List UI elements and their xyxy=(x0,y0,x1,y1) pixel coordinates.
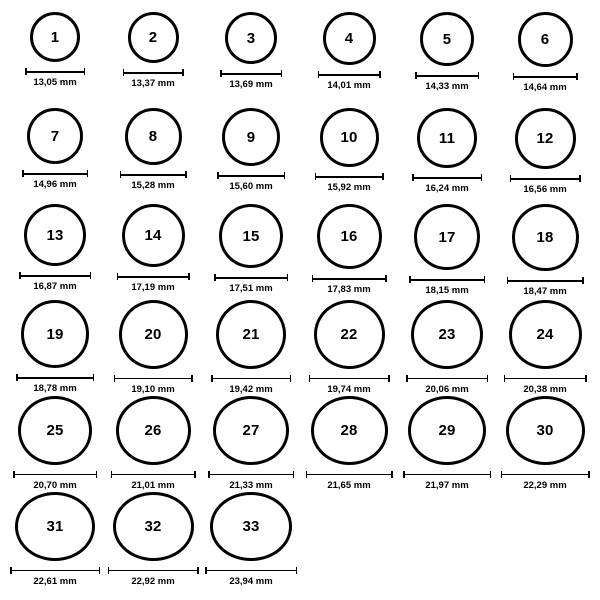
ring-cell xyxy=(104,394,202,490)
caliper-icon xyxy=(111,471,196,478)
ring-circle xyxy=(509,300,582,369)
caliper-icon xyxy=(504,375,587,382)
ring-measurement xyxy=(214,274,288,294)
ring-measurement xyxy=(120,171,187,191)
ring-size-label: 20 xyxy=(144,325,162,343)
ring-size-label: 17 xyxy=(438,228,456,246)
caliper-icon xyxy=(501,471,590,478)
ring-size-label: 28 xyxy=(340,421,358,439)
ring-mm-label: 21,65 mm xyxy=(327,479,371,491)
ring-mm-label: 13,69 mm xyxy=(229,79,273,90)
ring-circle xyxy=(515,108,576,169)
ring-size-label: 13 xyxy=(46,226,64,244)
ring-mm-label: 17,19 mm xyxy=(131,282,175,293)
ring-mm-label: 22,29 mm xyxy=(523,479,567,491)
ring-circle xyxy=(216,300,286,369)
ring-circle xyxy=(27,108,83,164)
ring-cell xyxy=(202,298,300,394)
ring-cell xyxy=(398,202,496,298)
caliper-icon xyxy=(217,172,285,179)
ring-size-label: 26 xyxy=(144,421,162,439)
ring-mm-label: 23,94 mm xyxy=(229,575,273,587)
caliper-icon xyxy=(16,374,94,381)
ring-cell xyxy=(496,394,594,490)
ring-circle xyxy=(128,12,179,63)
ring-cell xyxy=(398,394,496,490)
ring-cell xyxy=(398,298,496,394)
caliper-icon xyxy=(120,171,187,178)
ring-circle xyxy=(512,204,579,271)
caliper-icon xyxy=(13,471,97,478)
ring-measurement xyxy=(510,175,581,195)
ring-cell xyxy=(300,202,398,298)
ring-circle xyxy=(506,396,585,465)
ring-circle xyxy=(24,204,86,266)
ring-size-label: 18 xyxy=(536,229,554,246)
ring-size-label: 16 xyxy=(340,228,358,245)
ring-cell xyxy=(300,106,398,202)
ring-circle xyxy=(311,396,388,465)
ring-circle xyxy=(323,12,376,65)
caliper-icon xyxy=(507,277,584,284)
ring-measurement xyxy=(208,471,294,491)
ring-measurement xyxy=(403,471,491,491)
ring-circle xyxy=(408,396,486,465)
ring-size-label: 9 xyxy=(246,128,256,146)
ring-size-label: 14 xyxy=(144,227,162,244)
ring-mm-label: 17,51 mm xyxy=(229,283,273,294)
ring-measurement xyxy=(501,471,590,491)
ring-measurement xyxy=(117,273,190,293)
ring-measurement xyxy=(10,567,100,587)
ring-measurement xyxy=(205,567,297,587)
ring-size-label: 31 xyxy=(46,517,64,535)
caliper-icon xyxy=(117,273,190,280)
ring-circle xyxy=(414,204,480,270)
ring-cell xyxy=(496,10,594,106)
ring-mm-label: 15,92 mm xyxy=(327,182,371,193)
ring-cell xyxy=(496,298,594,394)
ring-size-label: 29 xyxy=(438,421,456,439)
ring-circle xyxy=(125,108,182,165)
ring-size-grid xyxy=(6,10,594,586)
ring-size-label: 11 xyxy=(438,129,456,147)
ring-mm-label: 18,78 mm xyxy=(33,383,77,394)
ring-measurement xyxy=(114,375,193,395)
ring-mm-label: 21,01 mm xyxy=(131,479,175,491)
ring-cell xyxy=(104,490,202,586)
ring-measurement xyxy=(19,272,91,292)
caliper-icon xyxy=(306,471,393,478)
ring-mm-label: 18,47 mm xyxy=(523,286,567,297)
ring-circle xyxy=(15,492,95,561)
ring-size-label: 5 xyxy=(442,30,452,48)
ring-mm-label: 21,97 mm xyxy=(425,479,469,491)
ring-cell xyxy=(496,106,594,202)
ring-measurement xyxy=(123,69,184,89)
ring-size-label: 4 xyxy=(344,30,354,47)
caliper-icon xyxy=(22,170,88,177)
ring-cell xyxy=(104,298,202,394)
ring-measurement xyxy=(507,277,584,297)
ring-mm-label: 16,56 mm xyxy=(523,184,567,195)
ring-mm-label: 22,61 mm xyxy=(33,575,77,587)
ring-size-label: 19 xyxy=(46,325,64,343)
ring-mm-label: 21,33 mm xyxy=(229,479,273,491)
ring-measurement xyxy=(513,73,578,93)
ring-mm-label: 14,96 mm xyxy=(33,179,77,190)
ring-cell xyxy=(496,202,594,298)
ring-circle xyxy=(222,108,280,166)
ring-cell xyxy=(202,10,300,106)
caliper-icon xyxy=(208,471,294,478)
ring-circle xyxy=(420,12,474,66)
ring-measurement xyxy=(22,170,88,190)
ring-mm-label: 13,05 mm xyxy=(33,77,77,88)
ring-circle xyxy=(219,204,283,268)
ring-measurement xyxy=(13,471,97,491)
caliper-icon xyxy=(309,375,390,382)
caliper-icon xyxy=(403,471,491,478)
caliper-icon xyxy=(406,375,488,382)
ring-mm-label: 19,10 mm xyxy=(131,383,175,395)
ring-mm-label: 20,70 mm xyxy=(33,479,77,491)
caliper-icon xyxy=(510,175,581,182)
ring-mm-label: 22,92 mm xyxy=(131,575,175,587)
ring-mm-label: 14,01 mm xyxy=(327,80,371,91)
ring-measurement xyxy=(25,68,85,88)
ring-size-label: 15 xyxy=(242,227,260,245)
ring-size-label: 30 xyxy=(536,421,554,439)
ring-circle xyxy=(518,12,573,67)
ring-cell xyxy=(398,10,496,106)
ring-cell xyxy=(300,394,398,490)
ring-measurement xyxy=(16,374,94,394)
ring-circle xyxy=(21,300,89,368)
ring-circle xyxy=(210,492,292,561)
ring-cell xyxy=(6,202,104,298)
ring-measurement xyxy=(309,375,390,395)
ring-mm-label: 20,06 mm xyxy=(425,383,469,395)
caliper-icon xyxy=(10,567,100,574)
ring-measurement xyxy=(108,567,199,587)
ring-cell xyxy=(6,394,104,490)
ring-size-label: 3 xyxy=(246,29,256,47)
ring-size-label: 8 xyxy=(148,128,158,145)
ring-circle xyxy=(317,204,382,269)
ring-size-label: 21 xyxy=(242,325,260,343)
caliper-icon xyxy=(513,73,578,80)
caliper-icon xyxy=(123,69,184,76)
ring-measurement xyxy=(318,71,381,91)
ring-measurement xyxy=(211,375,291,395)
ring-cell xyxy=(300,10,398,106)
ring-mm-label: 16,24 mm xyxy=(425,183,469,194)
ring-size-label: 6 xyxy=(540,31,550,48)
ring-cell xyxy=(6,106,104,202)
ring-measurement xyxy=(504,375,587,395)
ring-measurement xyxy=(220,70,282,90)
ring-cell xyxy=(202,394,300,490)
ring-size-label: 24 xyxy=(536,325,554,343)
ring-cell xyxy=(104,10,202,106)
ring-cell xyxy=(104,106,202,202)
ring-size-label: 12 xyxy=(536,130,554,147)
ring-cell xyxy=(202,490,300,586)
ring-mm-label: 18,15 mm xyxy=(425,285,469,296)
caliper-icon xyxy=(25,68,85,75)
ring-mm-label: 20,38 mm xyxy=(523,383,567,395)
ring-circle xyxy=(122,204,185,267)
ring-measurement xyxy=(306,471,393,491)
ring-mm-label: 16,87 mm xyxy=(33,281,77,292)
ring-size-label: 2 xyxy=(148,29,158,46)
ring-size-label: 1 xyxy=(50,28,60,46)
caliper-icon xyxy=(312,275,387,282)
ring-measurement xyxy=(412,174,482,194)
caliper-icon xyxy=(415,72,479,79)
ring-size-label: 7 xyxy=(50,127,60,145)
ring-cell xyxy=(6,490,104,586)
ring-circle xyxy=(18,396,92,465)
ring-cell xyxy=(300,298,398,394)
ring-measurement xyxy=(315,173,384,193)
ring-size-label: 33 xyxy=(242,517,260,535)
ring-measurement xyxy=(406,375,488,395)
ring-circle xyxy=(213,396,289,465)
caliper-icon xyxy=(211,375,291,382)
caliper-icon xyxy=(214,274,288,281)
ring-mm-label: 15,28 mm xyxy=(131,180,175,191)
ring-size-label: 10 xyxy=(340,129,358,146)
caliper-icon xyxy=(114,375,193,382)
ring-mm-label: 14,33 mm xyxy=(425,81,469,92)
ring-mm-label: 14,64 mm xyxy=(523,82,567,93)
ring-size-label: 32 xyxy=(144,517,162,535)
ring-measurement xyxy=(409,276,485,296)
ring-circle xyxy=(225,12,277,64)
ring-mm-label: 17,83 mm xyxy=(327,284,371,295)
caliper-icon xyxy=(220,70,282,77)
ring-cell xyxy=(202,202,300,298)
caliper-icon xyxy=(318,71,381,78)
ring-circle xyxy=(30,12,80,62)
caliper-icon xyxy=(108,567,199,574)
ring-circle xyxy=(113,492,194,561)
ring-cell xyxy=(6,10,104,106)
caliper-icon xyxy=(409,276,485,283)
ring-circle xyxy=(411,300,483,369)
caliper-icon xyxy=(205,567,297,574)
ring-size-label: 27 xyxy=(242,421,260,439)
ring-cell xyxy=(104,202,202,298)
ring-size-label: 25 xyxy=(46,421,64,439)
ring-measurement xyxy=(312,275,387,295)
ring-measurement xyxy=(415,72,479,92)
ring-mm-label: 19,74 mm xyxy=(327,383,371,395)
ring-mm-label: 15,60 mm xyxy=(229,181,273,192)
ring-circle xyxy=(119,300,188,369)
ring-size-label: 23 xyxy=(438,325,456,343)
ring-mm-label: 13,37 mm xyxy=(131,78,175,89)
caliper-icon xyxy=(412,174,482,181)
caliper-icon xyxy=(315,173,384,180)
ring-size-label: 22 xyxy=(340,325,358,343)
caliper-icon xyxy=(19,272,91,279)
ring-cell xyxy=(398,106,496,202)
ring-circle xyxy=(417,108,477,168)
ring-circle xyxy=(320,108,379,167)
ring-circle xyxy=(116,396,191,465)
ring-circle xyxy=(314,300,385,369)
ring-measurement xyxy=(111,471,196,491)
ring-mm-label: 19,42 mm xyxy=(229,383,273,395)
ring-cell xyxy=(6,298,104,394)
ring-cell xyxy=(202,106,300,202)
ring-measurement xyxy=(217,172,285,192)
